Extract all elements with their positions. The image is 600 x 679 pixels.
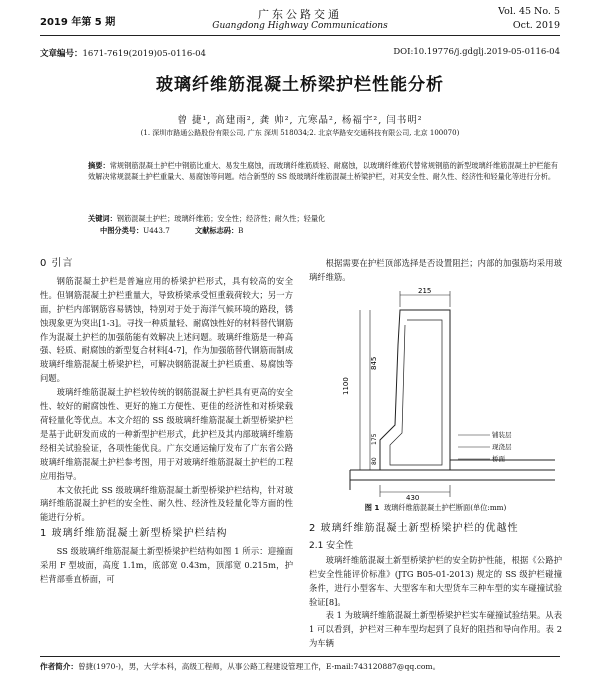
abstract: 摘要：常规钢筋混凝土护栏中钢筋比重大、易发生腐蚀，而玻璃纤维筋质轻、耐腐蚀，以玻璃纤维筋代替常规钢筋的新型玻璃纤维筋混凝土护栏能有效解决常规混凝土护栏重量大、易腐蚀等问题。结合新型的 SS 级玻璃纤维筋混凝土桥梁护栏，对其安全性、耐久性、经济性和轻量化等进行分析。 xyxy=(88,161,558,182)
dim-top-width: 215 xyxy=(418,287,432,295)
deck-slab xyxy=(350,470,555,480)
date-label: Oct. 2019 xyxy=(512,20,560,31)
header-divider xyxy=(40,35,560,36)
section-heading-structure: 1 玻璃纤维筋混凝土新型桥梁护栏结构 xyxy=(40,528,228,540)
document-code: 文献标志码：B xyxy=(195,226,244,235)
label-cast-layer: 现浇层 xyxy=(492,443,512,451)
paragraph: 玻璃纤维筋混凝土护栏较传统的钢筋混凝土护栏具有更高的安全性、较好的耐腐蚀性、更好的施工方便性、更佳的经济性和对桥梁载荷轻量化等优点。本文介绍的 SS 级玻璃纤维筋混凝土新型桥梁护栏是基于此研发而成的一种新型护栏形式，此护栏及其内部玻璃纤维筋经相关试验验证，各项性能优良。广东交通运输厅发布了广东省公路玻璃纤维筋混凝土护栏参考图，用于对玻璃纤维筋混凝土护栏的工程应用指导。 xyxy=(40,387,293,481)
dim-bottom-width: 430 xyxy=(406,494,420,500)
section-heading-intro: 0 引言 xyxy=(40,258,74,269)
dim-total-height: 1100 xyxy=(342,377,350,395)
paragraph: 本文依托此 SS 级玻璃纤维筋混凝土新型桥梁护栏结构，针对玻璃纤维筋混凝土护栏的安全性、耐久性、经济性及轻量化等方面的性能进行分析。 xyxy=(40,484,293,523)
article-number: 文章编号：1671-7619(2019)05-0116-04 xyxy=(40,49,206,59)
doi: DOI:10.19776/j.gdglj.2019-05-0116-04 xyxy=(393,47,560,57)
volume-label: Vol. 45 No. 5 xyxy=(498,6,560,17)
paragraph: 玻璃纤维筋混凝土新型桥梁护栏的安全防护性能，根据《公路护栏安全性能评价标准》(JTG B05-01-2013) 规定的 SS 级护栏碰撞条件，进行小型客车、大型客车和大型货车三种车型的实车碰撞试验验证[8]。 xyxy=(309,554,562,607)
author-bio: 作者简介：曾捷(1970-)，男，大学本科，高级工程师，从事公路工程建设管理工作，E-mail:743120887@qq.com。 xyxy=(40,662,441,671)
paragraph: 表 1 为玻璃纤维筋混凝土新型桥梁护栏实车碰撞试验结果。从表 1 可以看到，护栏对三种车型均起到了良好的阻挡和导向作用。表 2 为车辆 xyxy=(309,610,562,649)
barrier-cross-section-figure xyxy=(340,285,560,500)
paper-title: 玻璃纤维筋混凝土桥梁护栏性能分析 xyxy=(156,75,444,95)
label-deck: 桥面 xyxy=(492,455,505,463)
dim-lower-a: 175 xyxy=(371,433,378,445)
paragraph: 根据需要在护栏顶部选择是否设置阻拦；内部的加强筋均采用玻璃纤维筋。 xyxy=(309,258,562,282)
issue-label: 2019 年第 5 期 xyxy=(40,17,116,28)
section-heading-advantages: 2 玻璃纤维筋混凝土新型桥梁护栏的优越性 xyxy=(309,523,519,534)
barrier-outline xyxy=(380,310,450,470)
dim-upper: 845 xyxy=(370,356,378,370)
authors: 曾 捷¹, 高建雨², 龚 帅², 亢寒晶², 杨福宇², 闫书明² xyxy=(177,115,423,126)
journal-title-cn: 广东公路交通 xyxy=(258,8,342,21)
figure-caption: 图 1 玻璃纤维筋混凝土护栏断面(单位:mm) xyxy=(364,503,507,512)
label-paving-layer: 铺装层 xyxy=(492,431,512,439)
left-column xyxy=(40,257,293,587)
paragraph: 钢筋混凝土护栏是普遍应用的桥梁护栏形式，具有较高的安全性。但钢筋混凝土护栏重量大，导致桥梁承受恒重载荷较大；另一方面，护栏内部钢筋容易锈蚀，特别对于处于海洋气候环境的路段，锈蚀现象更为突出[1-3]。寻找一种质量轻、耐腐蚀性好的材料替代钢筋作为混凝土护栏的加强筋能有效解决上述问题。玻璃纤维筋是一种高强、轻质、耐腐蚀的新型复合材料[4-7]，作为加强筋替代钢筋而制成玻璃纤维筋混凝土桥梁护栏，可解决钢筋混凝土护栏质重、易腐蚀等问题。 xyxy=(40,275,293,384)
journal-title-en: Guangdong Highway Communications xyxy=(212,21,388,31)
footer-divider xyxy=(40,656,560,657)
subsection-heading-safety: 2.1 安全性 xyxy=(309,540,354,551)
right-column xyxy=(309,257,562,285)
dim-lower-b: 80 xyxy=(371,457,378,465)
classification-number: 中图分类号：U443.7 xyxy=(100,226,170,235)
paragraph: SS 级玻璃纤维筋混凝土新型桥梁护栏结构如图 1 所示：迎撞面采用 F 型坡面，高度 1.1m，底部宽 0.43m，顶部宽 0.215m，护栏背部垂直桥面，可 xyxy=(40,546,293,584)
keywords: 关键词：钢筋混凝土护栏；玻璃纤维筋；安全性；经济性；耐久性；轻量化 xyxy=(88,214,326,223)
affiliation: (1. 深圳市路通公路股份有限公司, 广东 深圳 518034;2. 北京华路安交通科技有限公司, 北京 100070) xyxy=(140,129,460,137)
right-column-lower xyxy=(309,522,562,651)
